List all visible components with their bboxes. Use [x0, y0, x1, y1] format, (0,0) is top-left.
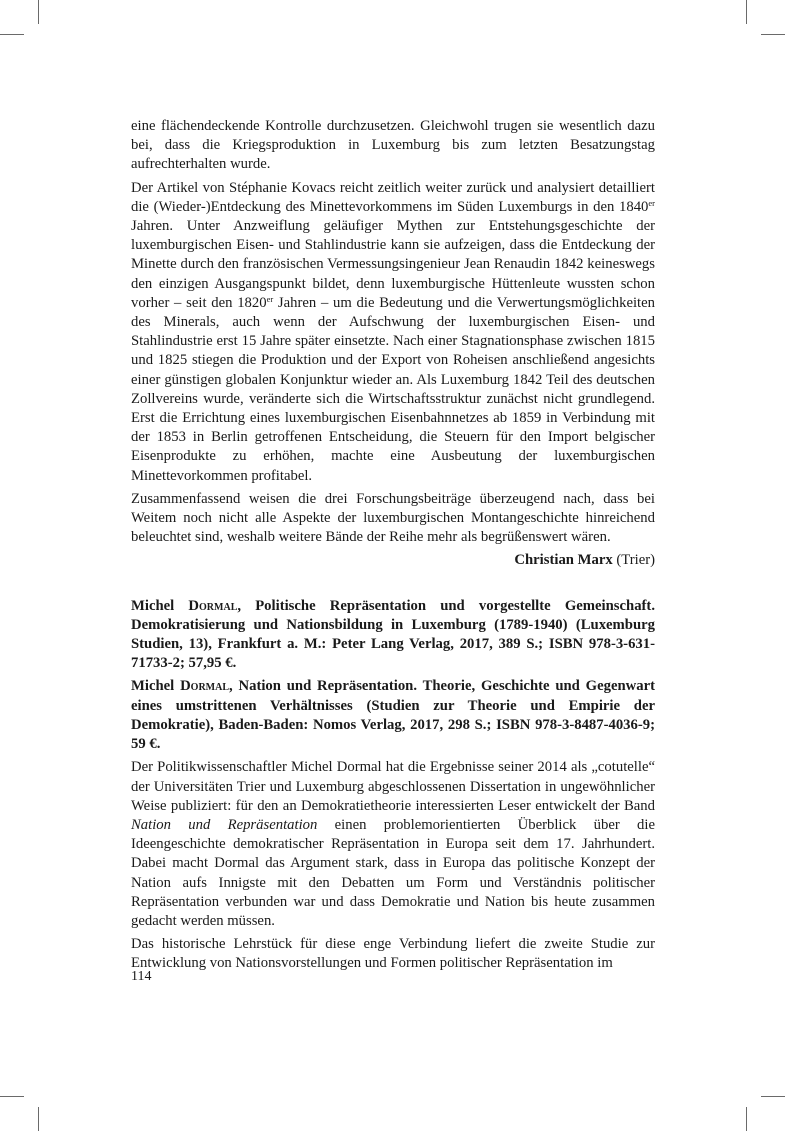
- paragraph: eine flächendeckende Kontrolle durchzusetzen. Gleichwohl trugen sie wesentlich dazu bei, dass die Kriegsproduktion in Luxemburg bis zum letzten Besatzungstag aufrechterhalten wurde.: [131, 118, 655, 173]
- bibliographic-entry: [131, 597, 655, 674]
- section-gap: [131, 571, 655, 597]
- crop-mark-bottom-left-horizontal: [0, 1096, 24, 1097]
- crop-mark-top-left-vertical: [38, 0, 39, 24]
- reviewer-signature: [131, 551, 655, 570]
- paragraph-text: Jahren – um die Bedeutung und die Verwertungsmöglichkeiten des Minerals, auch wenn der Aufschwung der luxemburgischen Eisen- und Stahlindustrie erst 15 Jahre später einsetzte. Nach einer Stagnationsphase zwischen 1815 und 1825 stiegen die Produktion und der Export von Roheisen anschließend angesichts einer günstigen globalen Konjunktur wieder an. Als Luxemburg 1842 Teil des deutschen Zollvereins wurde, veränderte sich die Wirtschaftsstruktur zunächst nicht grundlegend. Erst die Errichtung eines luxemburgischen Eisenbahnnetzes ab 1859 in Verbindung mit der 1853 in Berlin getroffenen Entscheidung, die Steuern für den Import belgischer Eisenprodukte zu erhöhen, machte eine Ausbeutung der luxemburgischen Minettevorkommen profitabel.: [131, 294, 655, 484]
- crop-mark-bottom-left-vertical: [38, 1107, 39, 1131]
- bib-author-first: Michel: [131, 597, 189, 614]
- superscript: er: [648, 197, 655, 208]
- crop-mark-bottom-right-vertical: [746, 1107, 747, 1131]
- paragraph: Das historische Lehrstück für diese enge Verbindung liefert die zweite Studie zur Entwicklung von Nationsvorstellungen und Formen politischer Repräsentation im: [131, 936, 655, 972]
- crop-mark-top-left-horizontal: [0, 34, 24, 35]
- paragraph-text: Jahren. Unter Anzweiflung geläufiger Mythen zur Entstehungsgeschichte der luxemburgischen Eisen- und Stahlindustrie kann sie aufzeigen, dass die Entdeckung der Minette durch den französischen Vermessungsingenieur Jean Renaudin 1842 keineswegs den einzigen Ausgangspunkt bildet, denn luxemburgische Hüttenleute wussten schon vorher – seit den 1820: [131, 218, 655, 311]
- bib-author-surname: Dormal: [188, 597, 238, 614]
- superscript: er: [266, 293, 274, 304]
- paragraph: Zusammenfassend weisen die drei Forschungsbeiträge überzeugend nach, dass bei Weitem noch nicht alle Aspekte der luxemburgischen Montangeschichte hinreichend beleuchtet sind, weshalb weitere Bände der Reihe mehr als begrüßenswert wären.: [131, 490, 655, 546]
- reviewer-name: Christian Marx: [514, 552, 613, 569]
- paragraph-text: einen problemorientierten Überblick über die Ideengeschichte demokratischer Repräsentation in Europa seit dem 17. Jahrhundert. Dabei macht Dormal das Argument stark, dass in Europa das politische Konzept der Nation aufs Innigste mit den Debatten um Form und Verständnis politischer Repräsentation verbunden war und dass Demokratie und Nation bis heute zusammen gedacht werden müssen.: [131, 816, 655, 929]
- reviewer-place: (Trier): [612, 552, 655, 569]
- bibliographic-entry: [131, 677, 655, 754]
- bib-details: , Nation und Repräsentation. Theorie, Geschichte und Gegenwart eines umstrittenen Verhältnisses (Studien zur Theorie und Empirie der Demokratie), Baden-Baden: Nomos Verlag, 2017, 298 S.; ISBN 978-3-8487-4036-9; 59 €.: [131, 678, 655, 753]
- bib-details: , Politische Repräsentation und vorgestellte Gemeinschaft. Demokratisierung und Nationsbildung in Luxemburg (1789-1940) (Luxemburg Studien, 13), Frankfurt a. M.: Peter Lang Verlag, 2017, 389 S.; ISBN 978-3-631-71733-2; 57,95 €.: [131, 597, 655, 672]
- bib-author-surname: Dormal: [180, 678, 229, 695]
- page-body: [131, 117, 655, 978]
- paragraph-text: Der Politikwissenschaftler Michel Dormal hat die Ergebnisse seiner 2014 als „cotutelle“ der Universitäten Trier und Luxemburg abgeschlossenen Dissertation in ungewöhnlicher Weise publiziert: für den an Demokratietheorie interessierten Leser entwickelt der Band: [131, 759, 655, 814]
- book-title-italic: Nation und Repräsentation: [131, 816, 318, 833]
- crop-mark-bottom-right-horizontal: [761, 1096, 785, 1097]
- paragraph: [131, 758, 655, 931]
- page-number: 114: [131, 969, 152, 984]
- paragraph-text: Der Artikel von Stéphanie Kovacs reicht zeitlich weiter zurück und analysiert detailliert die (Wieder-)Entdeckung des Minettevorkommens im Süden Luxemburgs in den 1840: [131, 179, 655, 215]
- crop-mark-top-right-vertical: [746, 0, 747, 24]
- paragraph: [131, 179, 655, 486]
- crop-mark-top-right-horizontal: [761, 34, 785, 35]
- bib-author-first: Michel: [131, 678, 181, 695]
